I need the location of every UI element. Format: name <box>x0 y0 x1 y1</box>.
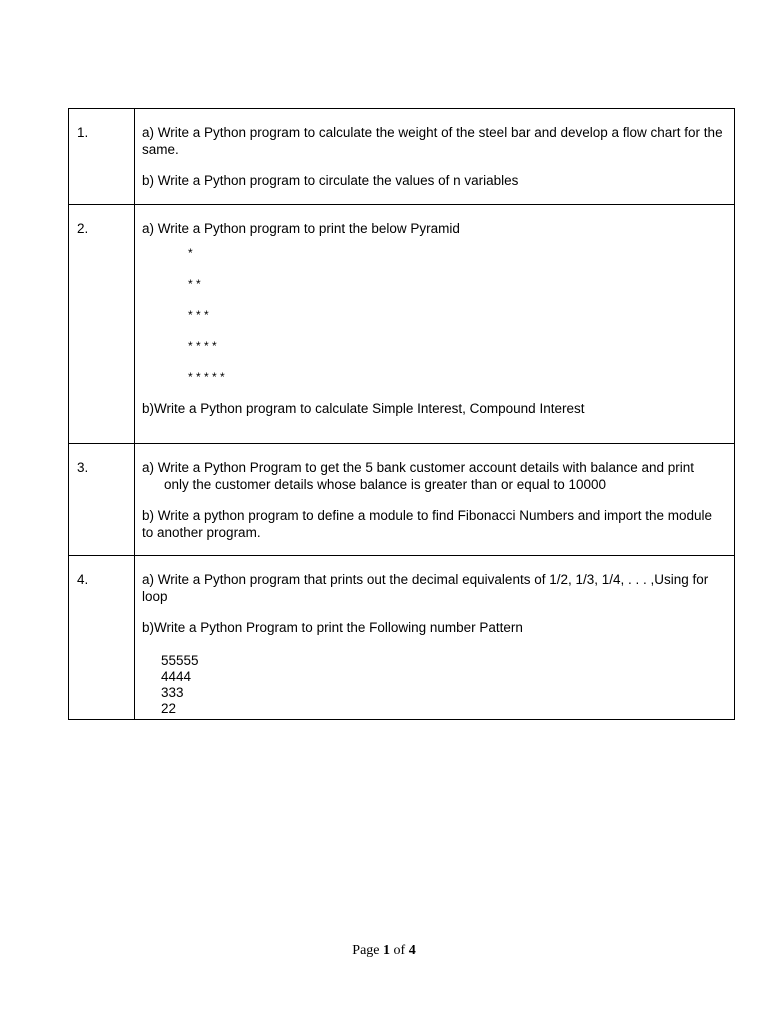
number-pattern <box>161 653 726 717</box>
page-label: Page <box>352 943 380 958</box>
question-part-a-continuation: only the customer details whose balance is greater than or equal to 10000 <box>164 476 607 492</box>
pyramid-line: * * * * * <box>188 369 225 384</box>
question-text-cell <box>135 205 735 444</box>
table-row <box>69 205 735 444</box>
question-text-cell <box>135 556 735 720</box>
question-part-b: b)Write a Python program to calculate Simple Interest, Compound Interest <box>142 400 585 416</box>
question-number-cell <box>69 444 135 556</box>
question-part-a: a) Write a Python program to calculate the weight of the steel bar and develop a flow chart for the same. <box>142 125 723 157</box>
pyramid-line: * * <box>188 276 201 291</box>
question-text-cell <box>135 444 735 556</box>
page-footer <box>0 943 768 959</box>
question-part-a: a) Write a Python Program to get the 5 bank customer account details with balance and print <box>142 460 695 475</box>
question-number: 2. <box>77 221 89 236</box>
question-number: 1. <box>77 125 89 140</box>
current-page-number: 1 <box>383 943 391 958</box>
question-part-b: b) Write a python program to define a module to find Fibonacci Numbers and import the module to another program. <box>142 508 713 540</box>
pattern-line: 22 <box>161 700 177 716</box>
question-part-a: a) Write a Python program that prints out the decimal equivalents of 1/2, 1/3, 1/4, . . . ,Using for loop <box>142 572 709 604</box>
question-number-cell <box>69 556 135 720</box>
question-part-a: a) Write a Python program to print the below Pyramid <box>142 221 460 236</box>
total-pages-number: 4 <box>408 943 416 958</box>
questions-table <box>68 108 735 720</box>
pyramid-line: * * * * <box>188 338 217 353</box>
question-number: 3. <box>77 460 89 475</box>
question-number: 4. <box>77 572 89 587</box>
question-text-cell <box>135 109 735 205</box>
pyramid-line: * <box>188 245 193 260</box>
pyramid-pattern <box>188 246 726 385</box>
question-number-cell <box>69 109 135 205</box>
table-row <box>69 109 735 205</box>
pattern-line: 333 <box>161 684 184 700</box>
table-row <box>69 444 735 556</box>
question-part-b: b)Write a Python Program to print the Following number Pattern <box>142 620 523 635</box>
pattern-line: 55555 <box>161 652 199 668</box>
pattern-line: 4444 <box>161 668 192 684</box>
question-part-b: b) Write a Python program to circulate the values of n variables <box>142 173 519 188</box>
table-row <box>69 556 735 720</box>
question-number-cell <box>69 205 135 444</box>
pyramid-line: * * * <box>188 307 209 322</box>
of-label: of <box>393 943 406 958</box>
